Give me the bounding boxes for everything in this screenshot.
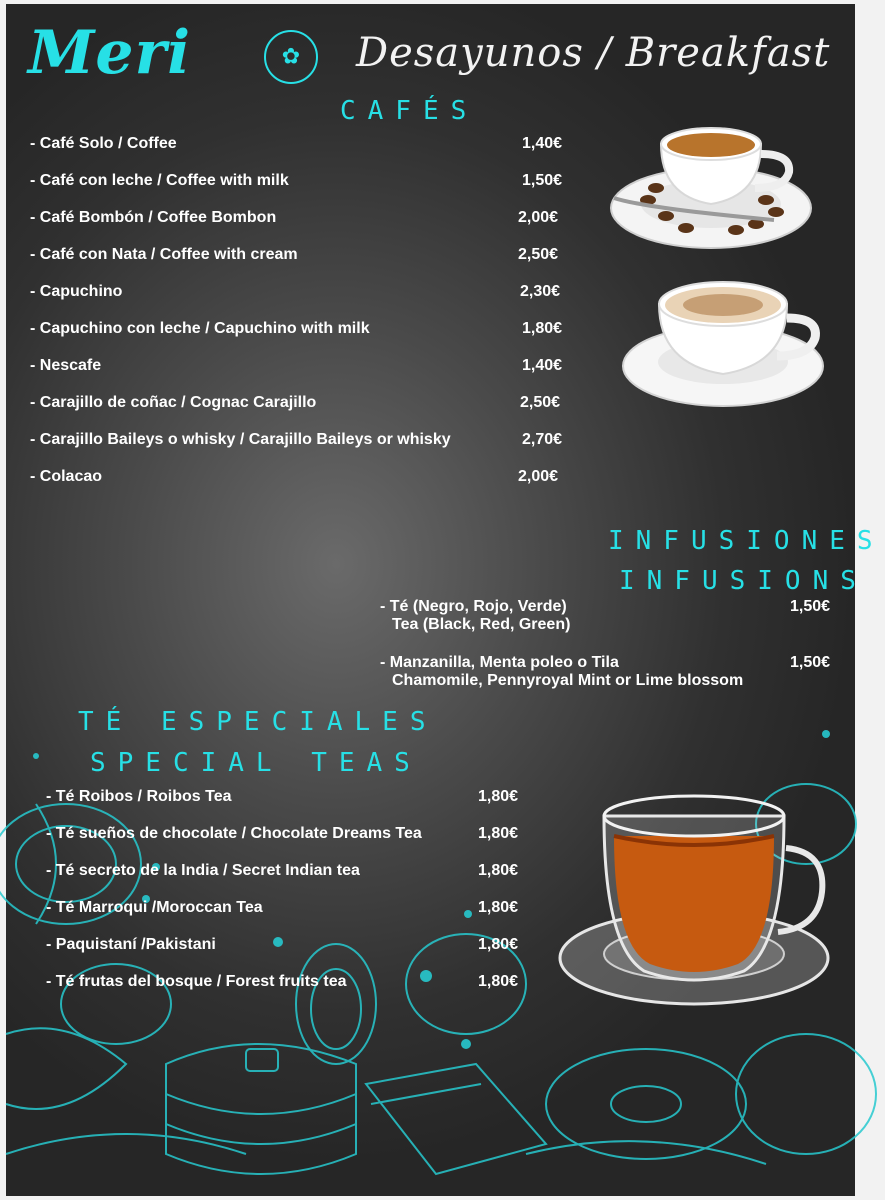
menu-price: 2,50€ <box>520 394 561 411</box>
menu-item <box>380 598 570 634</box>
page-title: Desayunos / Breakfast <box>356 30 831 76</box>
menu-price: 2,00€ <box>518 468 559 485</box>
menu-price: 2,50€ <box>518 246 559 263</box>
section-title-cafes: CAFÉS <box>340 96 479 126</box>
section-title-te-especiales: TÉ ESPECIALES <box>78 707 438 737</box>
menu-price: 1,80€ <box>478 825 519 842</box>
menu-item: - Té sueños de chocolate / Chocolate Dreams Tea <box>46 825 422 842</box>
menu-price: 1,80€ <box>478 936 519 953</box>
menu-price: 1,80€ <box>478 973 519 990</box>
logo-badge-icon: ✿ <box>264 30 318 84</box>
menu-price: 2,00€ <box>518 209 559 226</box>
menu-price: 1,50€ <box>790 654 831 671</box>
menu-price: 1,50€ <box>522 172 563 189</box>
menu-item-name: - Manzanilla, Menta poleo o Tila <box>380 654 619 671</box>
menu-item-name-en: Tea (Black, Red, Green) <box>392 616 571 633</box>
menu-item: - Té frutas del bosque / Forest fruits tea <box>46 973 347 990</box>
menu-item: - Té secreto de la India / Secret Indian tea <box>46 862 360 879</box>
menu-item: - Nescafe <box>30 357 102 374</box>
menu-item <box>380 654 743 690</box>
espresso-cup-icon <box>606 116 816 256</box>
section-title-infusions: INFUSIONS <box>619 566 868 596</box>
menu-item: - Carajillo Baileys o whisky / Carajillo Baileys or whisky <box>30 431 451 448</box>
menu-price: 1,80€ <box>478 899 519 916</box>
section-title-infusiones: INFUSIONES <box>608 526 885 556</box>
menu-item-name: - Té (Negro, Rojo, Verde) <box>380 598 567 615</box>
menu-item: - Capuchino <box>30 283 123 300</box>
menu-item: - Café con leche / Coffee with milk <box>30 172 289 189</box>
menu-price: 2,30€ <box>520 283 561 300</box>
menu-price: 1,80€ <box>522 320 563 337</box>
menu-price: 1,40€ <box>522 357 563 374</box>
menu-price: 2,70€ <box>522 431 563 448</box>
menu-price: 1,40€ <box>522 135 563 152</box>
menu-item: - Capuchino con leche / Capuchino with milk <box>30 320 370 337</box>
section-title-special-teas: SPECIAL TEAS <box>90 748 422 778</box>
logo: Meri <box>28 18 191 88</box>
menu-item: - Carajillo de coñac / Cognac Carajillo <box>30 394 317 411</box>
menu-price: 1,50€ <box>790 598 831 615</box>
menu-item: - Té Marroqui /Moroccan Tea <box>46 899 263 916</box>
menu-item: - Paquistaní /Pakistani <box>46 936 216 953</box>
menu-page <box>6 4 885 1196</box>
menu-item: - Café con Nata / Coffee with cream <box>30 246 298 263</box>
tea-cup-icon <box>554 786 834 1016</box>
menu-item: - Café Solo / Coffee <box>30 135 177 152</box>
menu-item: - Café Bombón / Coffee Bombon <box>30 209 277 226</box>
menu-item-name-en: Chamomile, Pennyroyal Mint or Lime blossom <box>392 672 744 689</box>
cappuccino-cup-icon <box>621 266 826 411</box>
menu-item: - Colacao <box>30 468 103 485</box>
menu-price: 1,80€ <box>478 862 519 879</box>
menu-item: - Té Roibos / Roibos Tea <box>46 788 232 805</box>
menu-price: 1,80€ <box>478 788 519 805</box>
